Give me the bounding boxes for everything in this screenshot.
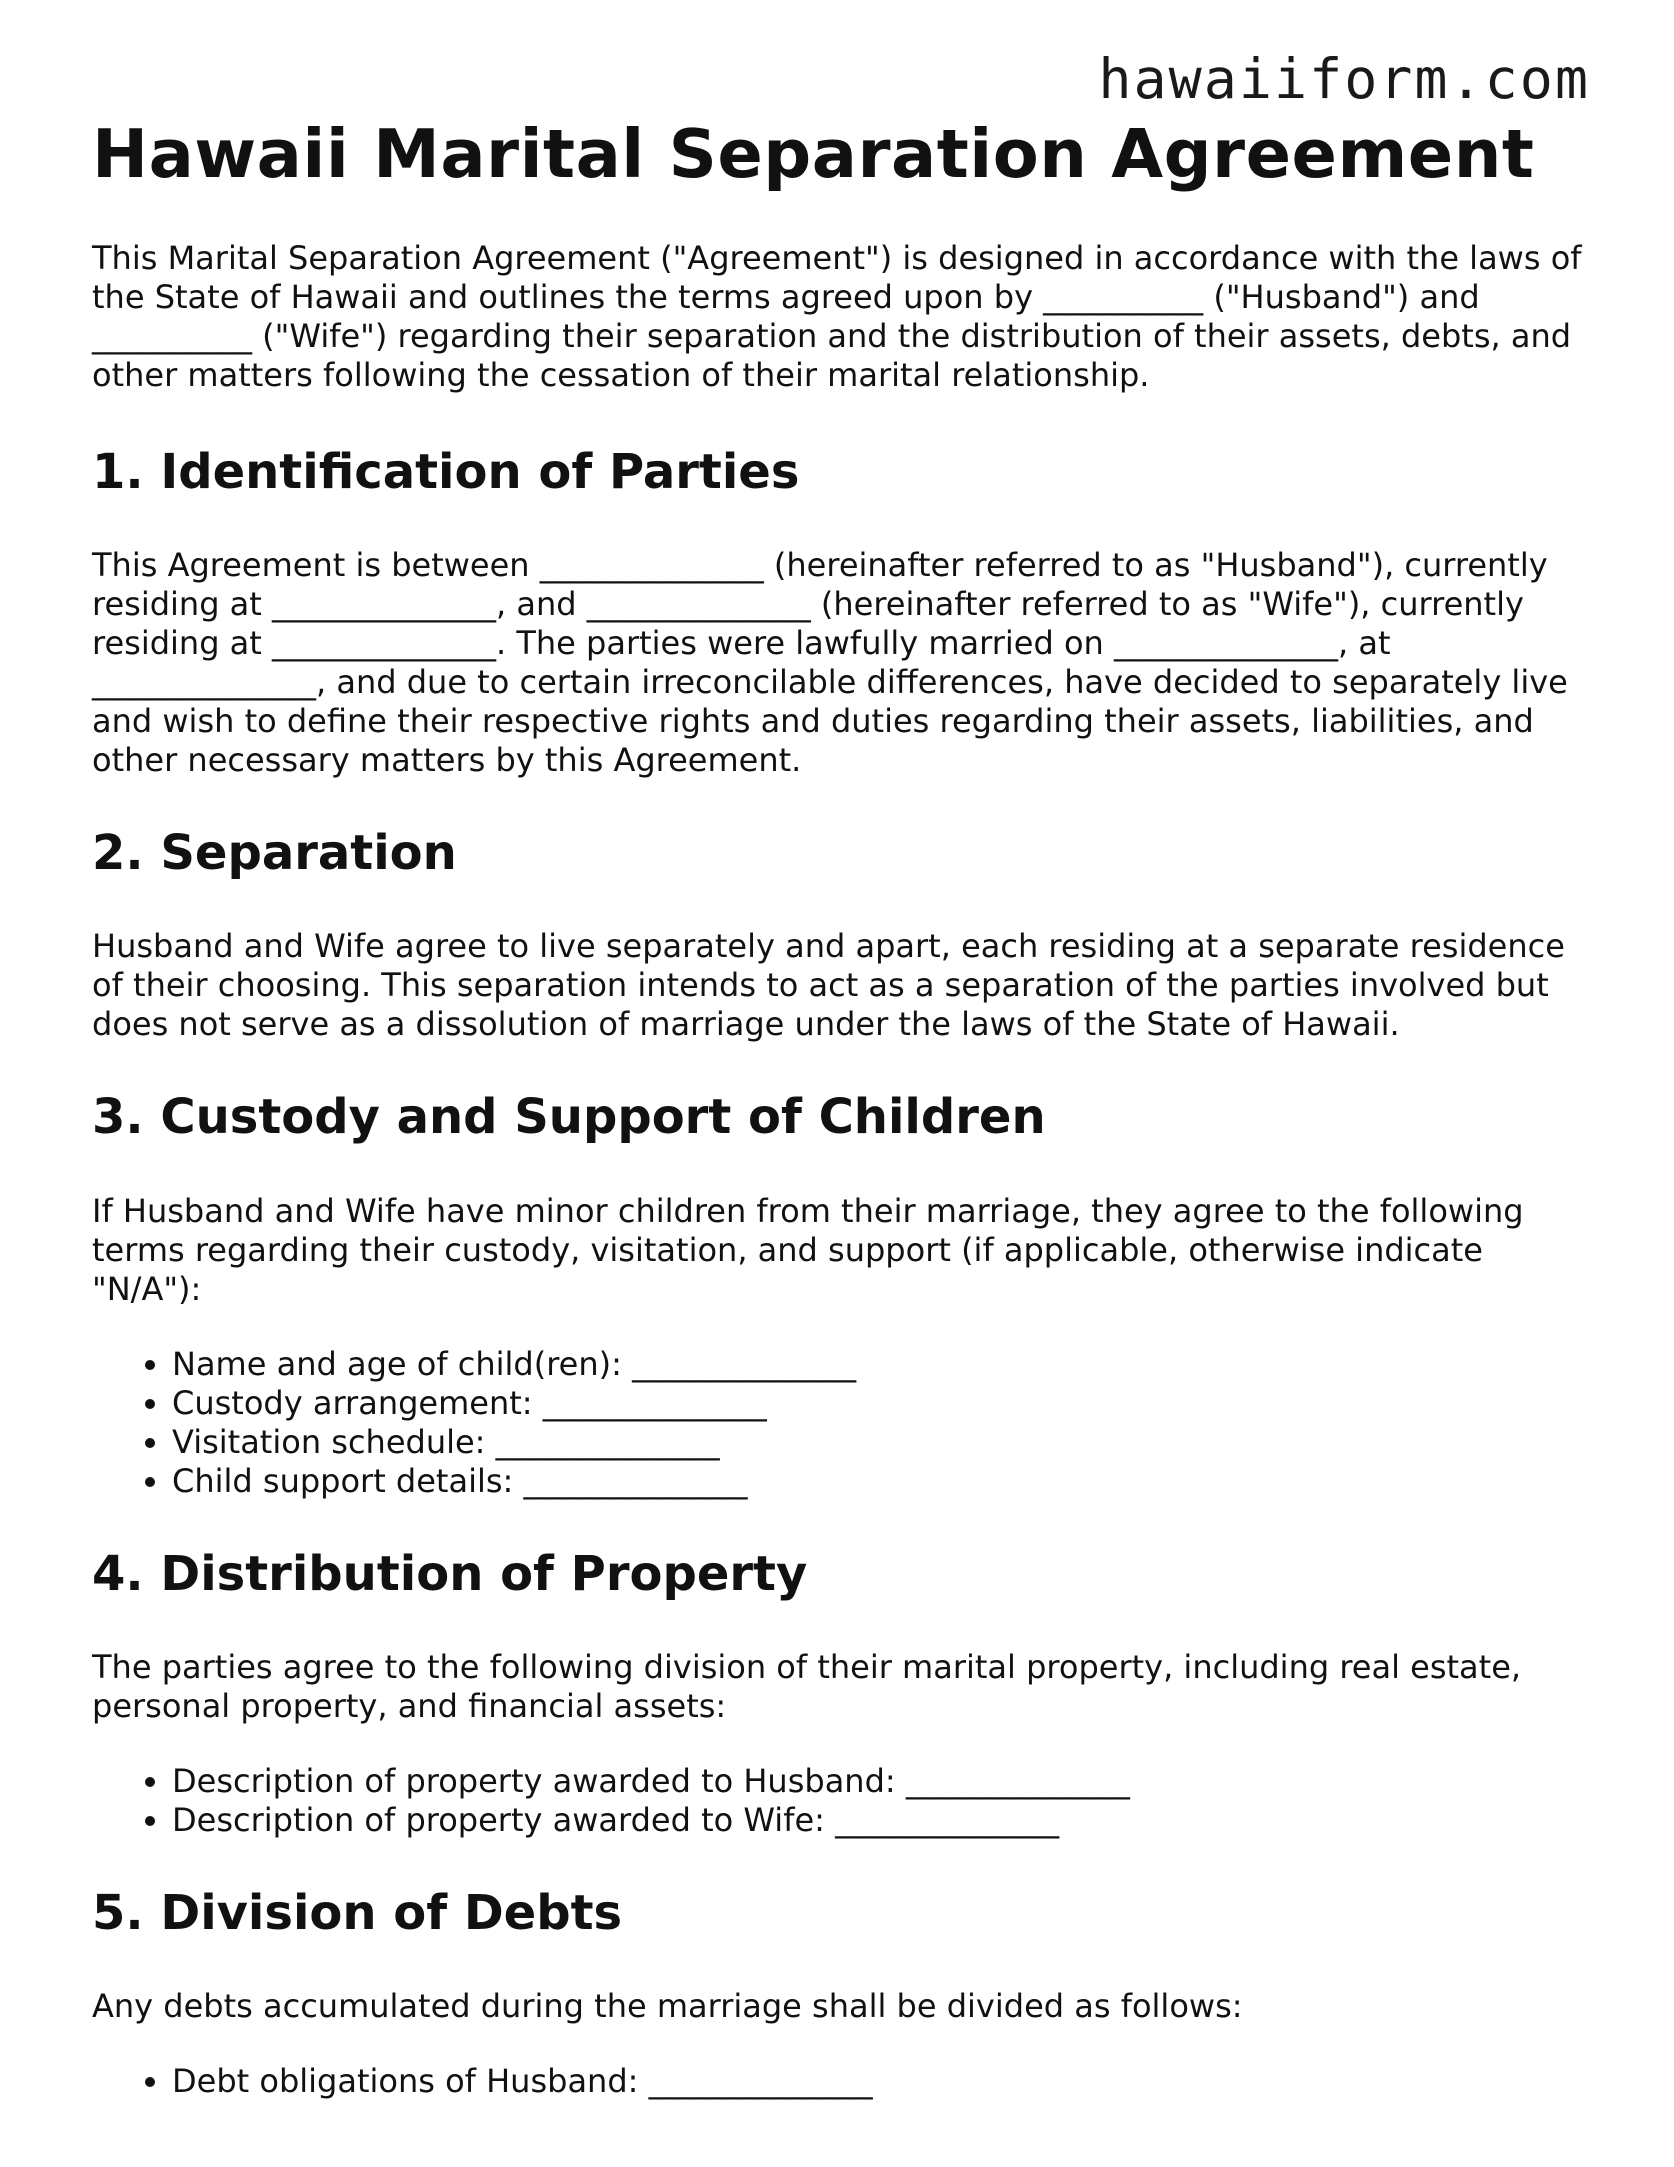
section-custody-and-support	[92, 1090, 1592, 1500]
document-page	[92, 116, 1592, 2147]
property-list	[92, 1762, 1592, 1840]
section-identification-of-parties	[92, 445, 1592, 780]
section-heading: 4. Distribution of Property	[92, 1545, 808, 1602]
section-heading: 3. Custody and Support of Children	[92, 1089, 1046, 1146]
section-body: Any debts accumulated during the marriage shall be divided as follows:	[92, 1986, 1243, 2025]
section-distribution-of-property	[92, 1547, 1592, 1840]
list-item: • Visitation schedule: ______________	[172, 1423, 1592, 1462]
list-item: • Child support details: ______________	[172, 1462, 1592, 1501]
list-item: • Description of property awarded to Husband: ______________	[172, 1762, 1592, 1801]
section-division-of-debts	[92, 1886, 1592, 2101]
section-body: The parties agree to the following division of their marital property, including real estate, personal property, and financial assets:	[92, 1647, 1522, 1725]
section-heading: 1. Identification of Parties	[92, 444, 800, 501]
list-item: • Name and age of child(ren): ______________	[172, 1345, 1592, 1384]
document-title: Hawaii Marital Separation Agreement	[92, 115, 1535, 193]
section-body: Husband and Wife agree to live separately and apart, each residing at a separate residence of their choosing. This separation intends to act as a separation of the parties involved but does not serve as a dissolution of marriage under the laws of the State of Hawaii.	[92, 927, 1565, 1044]
section-heading: 5. Division of Debts	[92, 1884, 623, 1941]
debts-list	[92, 2062, 1592, 2101]
section-heading: 2. Separation	[92, 825, 457, 882]
section-separation	[92, 826, 1592, 1044]
intro-paragraph: This Marital Separation Agreement ("Agreement") is designed in accordance with the laws of the State of Hawaii and outlines the terms agreed upon by __________ ("Husband") and __________ ("Wife") regarding their separation and the distribution of their assets, debts, and other matters following the cessation of their marital relationship.	[92, 239, 1582, 395]
section-body: This Agreement is between ______________ (hereinafter referred to as "Husband"), currently residing at ______________, and ______________ (hereinafter referred to as "Wife"), currently residing at ______________. The parties were lawfully married on ______________, at ______________, and due to certain irreconcilable differences, have decided to separately live and wish to define their respective rights and duties regarding their assets, liabilities, and other necessary matters by this Agreement.	[92, 546, 1568, 780]
custody-list	[92, 1345, 1592, 1501]
section-body: If Husband and Wife have minor children from their marriage, they agree to the following terms regarding their custody, visitation, and support (if applicable, otherwise indicate "N/A"):	[92, 1191, 1524, 1308]
list-item: • Description of property awarded to Wife: ______________	[172, 1801, 1592, 1840]
watermark: hawaiiform.com	[1098, 47, 1590, 111]
list-item: • Debt obligations of Husband: ______________	[172, 2062, 1592, 2101]
list-item: • Custody arrangement: ______________	[172, 1384, 1592, 1423]
